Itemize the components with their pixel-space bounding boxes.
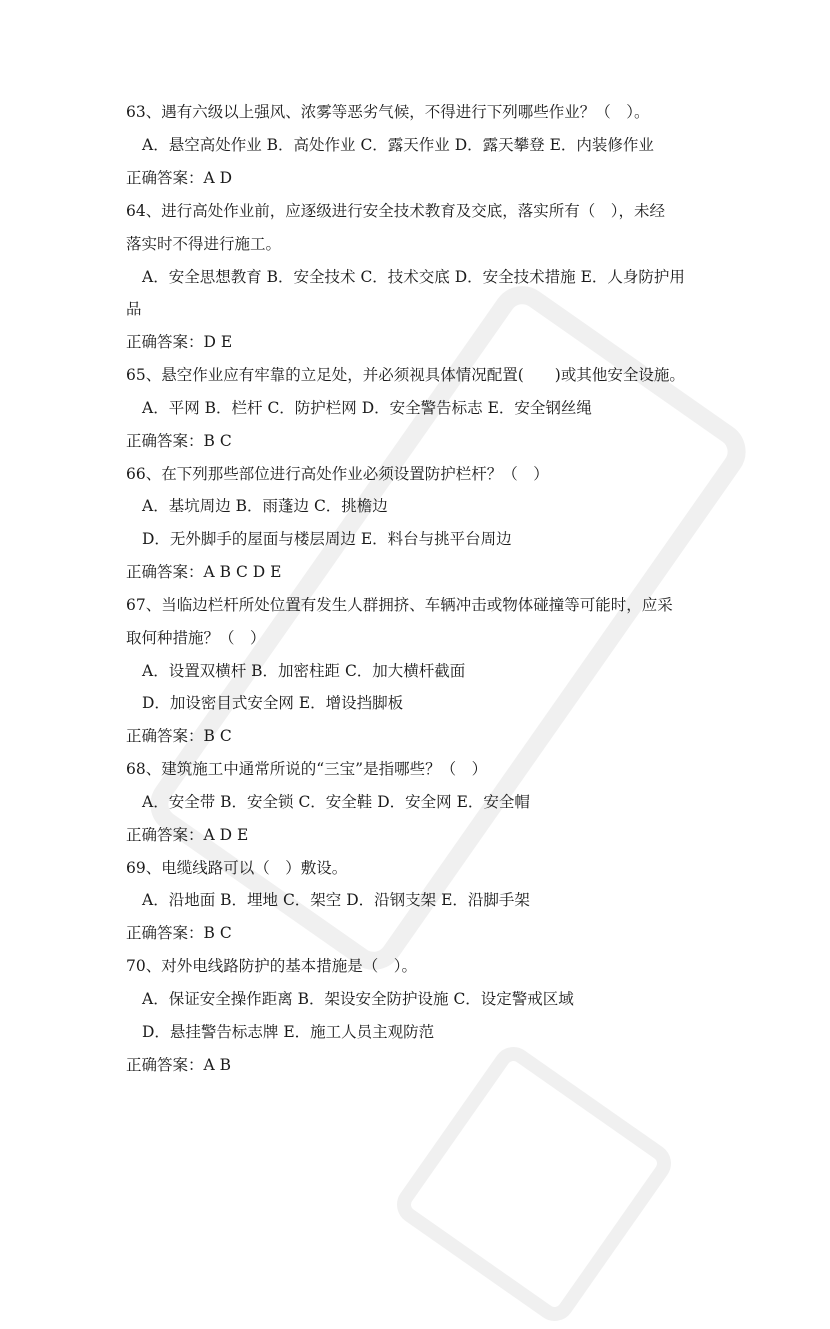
- question-text: 63、遇有六级以上强风、浓雾等恶劣气候，不得进行下列哪些作业？（ ）。: [126, 103, 650, 121]
- question-options: A．安全思想教育 B．安全技术 C．技术交底 D．安全技术措施 E．人身防护用: [142, 268, 685, 286]
- question-text: 取何种措施？（ ）: [126, 629, 266, 647]
- question-text: 68、建筑施工中通常所说的“三宝”是指哪些？（ ）: [126, 760, 488, 778]
- watermark: [389, 1039, 679, 1329]
- question-options: A．设置双横杆 B．加密柱距 C．加大横杆截面: [142, 662, 466, 680]
- question-options: D．无外脚手的屋面与楼层周边 E．料台与挑平台周边: [142, 530, 512, 548]
- question-options: A．沿地面 B．埋地 C．架空 D．沿钢支架 E．沿脚手架: [142, 891, 530, 909]
- correct-answer: 正确答案：A D: [126, 169, 233, 187]
- question-text: 落实时不得进行施工。: [126, 235, 282, 253]
- question-text: 66、在下列那些部位进行高处作业必须设置防护栏杆？（ ）: [126, 465, 549, 483]
- question-options: A．基坑周边 B．雨蓬边 C．挑檐边: [142, 497, 388, 515]
- correct-answer: 正确答案：B C: [126, 727, 232, 745]
- question-text: 70、对外电线路防护的基本措施是（ ）。: [126, 957, 417, 975]
- correct-answer: 正确答案：A B C D E: [126, 563, 282, 581]
- question-text: 69、电缆线路可以（ ）敷设。: [126, 859, 348, 877]
- question-options: A．保证安全操作距离 B．架设安全防护设施 C．设定警戒区域: [142, 990, 574, 1008]
- question-options: 品: [126, 300, 142, 318]
- question-options: A．安全带 B．安全锁 C．安全鞋 D．安全网 E．安全帽: [142, 793, 530, 811]
- question-options: A．平网 B．栏杆 C．防护栏网 D．安全警告标志 E．安全钢丝绳: [142, 399, 592, 417]
- correct-answer: 正确答案：B C: [126, 924, 232, 942]
- question-text: 65、悬空作业应有牢靠的立足处，并必须视具体情况配置( )或其他安全设施。: [126, 366, 685, 384]
- question-options: D．悬挂警告标志牌 E．施工人员主观防范: [142, 1023, 435, 1041]
- correct-answer: 正确答案：A B: [126, 1056, 232, 1074]
- question-options: D．加设密目式安全网 E．增设挡脚板: [142, 694, 404, 712]
- correct-answer: 正确答案：D E: [126, 333, 233, 351]
- correct-answer: 正确答案：A D E: [126, 826, 249, 844]
- question-text: 64、进行高处作业前，应逐级进行安全技术教育及交底，落实所有（ ），未经: [126, 202, 665, 220]
- question-options: A．悬空高处作业 B．高处作业 C．露天作业 D．露天攀登 E．内装修作业: [142, 136, 654, 154]
- correct-answer: 正确答案：B C: [126, 432, 232, 450]
- question-text: 67、当临边栏杆所处位置有发生人群拥挤、车辆冲击或物体碰撞等可能时，应采: [126, 596, 673, 614]
